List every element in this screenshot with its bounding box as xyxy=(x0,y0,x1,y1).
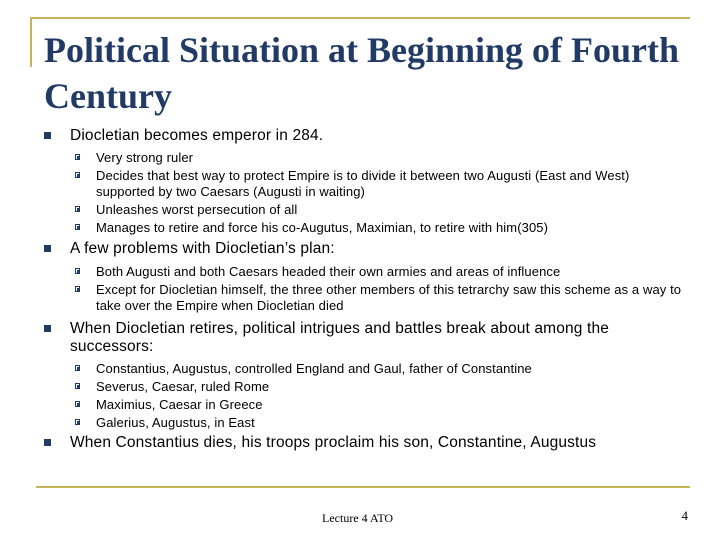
footer-divider xyxy=(36,486,690,488)
hollow-square-bullet-icon xyxy=(75,154,80,160)
sub-bullet-text: Maximius, Caesar in Greece xyxy=(96,397,263,412)
sub-bullet-text: Galerius, Augustus, in East xyxy=(96,415,255,430)
slide-title: Political Situation at Beginning of Fourth Century xyxy=(44,30,680,116)
sub-bullet-text: Manages to retire and force his co-Augutus, Maximian, to retire with him(305) xyxy=(96,220,549,235)
sub-bullet-text: Both Augusti and both Caesars headed their own armies and areas of influence xyxy=(96,264,561,279)
hollow-square-bullet-icon xyxy=(75,268,80,274)
sub-bullet-item xyxy=(44,379,684,395)
bullet-text: When Constantius dies, his troops proclaim his son, Constantine, Augustus xyxy=(70,434,597,451)
sub-bullet-item xyxy=(44,168,684,200)
hollow-square-bullet-icon xyxy=(75,365,80,371)
sub-bullet-item xyxy=(44,150,684,166)
hollow-square-bullet-icon xyxy=(75,419,80,425)
sub-bullet-text: Decides that best way to protect Empire is to divide it between two Augusti (East and West) supported by two Caesars (Augusti in waiting) xyxy=(96,168,630,199)
sub-bullet-item xyxy=(44,202,684,218)
sub-bullet-item xyxy=(44,397,684,413)
bullet-text: A few problems with Diocletian’s plan: xyxy=(70,240,335,257)
hollow-square-bullet-icon xyxy=(75,286,80,292)
footer-label: Lecture 4 ATO xyxy=(322,511,394,525)
square-bullet-icon xyxy=(44,325,51,332)
hollow-square-bullet-icon xyxy=(75,172,80,178)
hollow-square-bullet-icon xyxy=(75,383,80,389)
bullet-text: When Diocletian retires, political intrigues and battles break about among the successors: xyxy=(70,320,609,355)
sub-bullet-text: Constantius, Augustus, controlled England and Gaul, father of Constantine xyxy=(96,361,532,376)
square-bullet-icon xyxy=(44,132,51,139)
sub-bullet-item xyxy=(44,415,684,431)
bullet-item xyxy=(44,127,684,145)
page-number: 4 xyxy=(681,508,688,523)
bullet-item xyxy=(44,240,684,258)
title-accent-vertical-line xyxy=(30,17,32,67)
bullet-list xyxy=(44,127,684,452)
bullet-item xyxy=(44,434,684,452)
sub-bullet-text: Very strong ruler xyxy=(96,150,194,165)
bullet-text: Diocletian becomes emperor in 284. xyxy=(70,127,324,144)
sub-bullet-item xyxy=(44,264,684,280)
sub-bullet-item xyxy=(44,220,684,236)
hollow-square-bullet-icon xyxy=(75,401,80,407)
sub-bullet-text: Except for Diocletian himself, the three other members of this tetrarchy saw this scheme as a way to take over the Empire when Diocletian died xyxy=(96,282,682,313)
hollow-square-bullet-icon xyxy=(75,206,80,212)
title-accent-horizontal-line xyxy=(30,17,690,19)
square-bullet-icon xyxy=(44,245,51,252)
sub-bullet-text: Unleashes worst persecution of all xyxy=(96,202,298,217)
sub-bullet-item xyxy=(44,361,684,377)
bullet-item xyxy=(44,320,684,356)
hollow-square-bullet-icon xyxy=(75,224,80,230)
sub-bullet-text: Severus, Caesar, ruled Rome xyxy=(96,379,270,394)
square-bullet-icon xyxy=(44,439,51,446)
sub-bullet-item xyxy=(44,282,684,314)
